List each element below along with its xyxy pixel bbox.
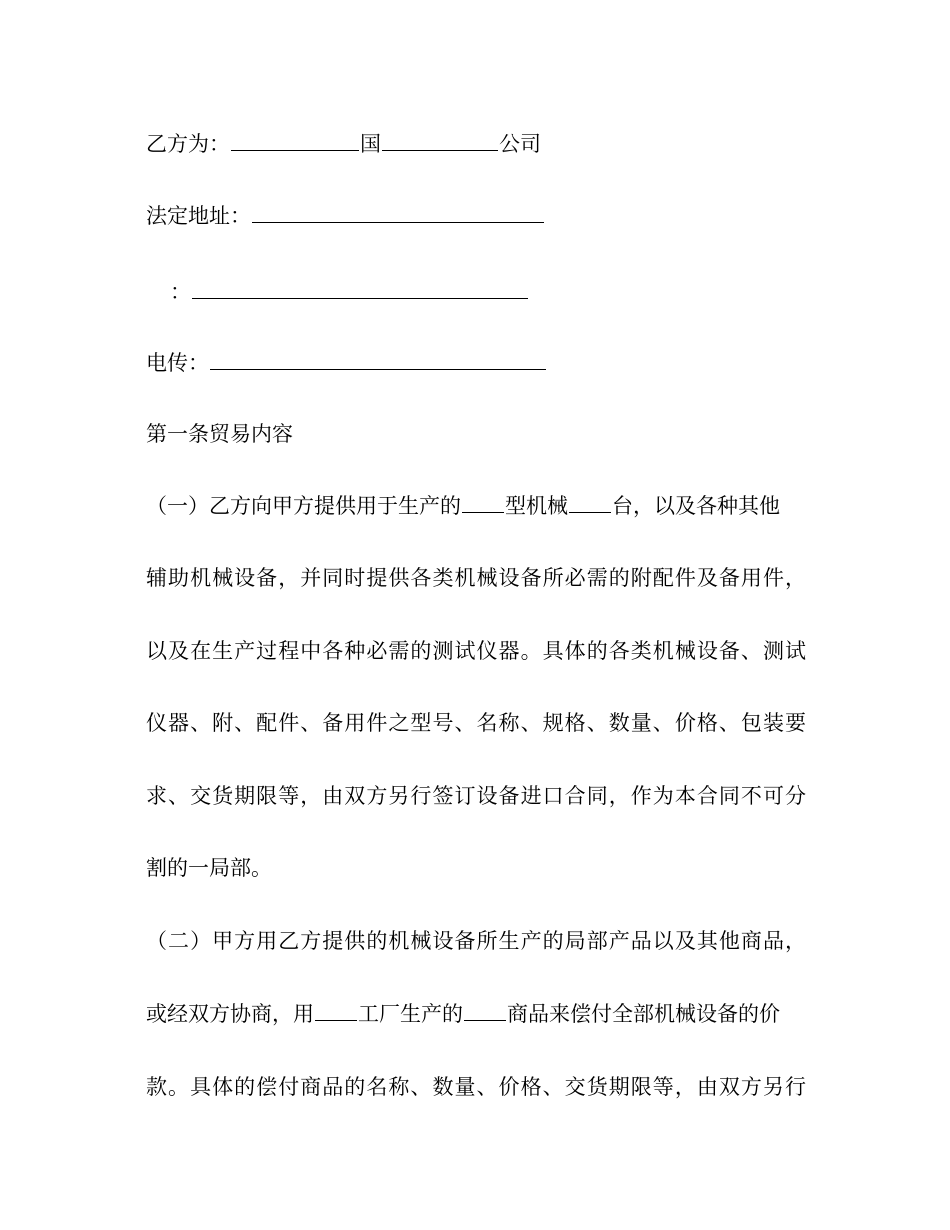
- phone-blank[interactable]: [192, 278, 528, 299]
- fax-label: 电传：: [146, 351, 209, 375]
- item1-seg2: 型机械: [505, 494, 568, 518]
- country-suffix: 国: [360, 132, 381, 156]
- legal-address-blank[interactable]: [252, 202, 544, 223]
- item1-line2: 辅助机械设备，并同时提供各类机械设备所必需的附配件及备用件，: [146, 566, 806, 590]
- item1-line6: 割的一局部。: [146, 856, 272, 880]
- fax-line: [146, 348, 806, 378]
- fax-blank[interactable]: [210, 349, 546, 370]
- item2-line3: 款。具体的偿付商品的名称、数量、价格、交货期限等，由双方另行: [146, 1075, 806, 1099]
- party-b-line: [146, 129, 806, 159]
- country-blank[interactable]: [231, 130, 359, 151]
- item1-line1: [146, 491, 806, 521]
- item2-line1: （二）甲方用乙方提供的机械设备所生产的局部产品以及其他商品，: [146, 929, 806, 953]
- legal-address-line: [146, 201, 806, 231]
- item1-line5: 求、交货期限等，由双方另行签订设备进口合同，作为本合同不可分: [146, 784, 806, 808]
- party-b-label: 乙方为：: [146, 132, 230, 156]
- legal-address-label: 法定地址：: [146, 204, 251, 228]
- item1-seg3: 台，以及各种其他: [612, 494, 780, 518]
- item2-line2: [146, 999, 806, 1029]
- item1-line4: 仪器、附、配件、备用件之型号、名称、规格、数量、价格、包装要: [146, 711, 806, 735]
- company-blank[interactable]: [382, 130, 498, 151]
- model-blank[interactable]: [462, 492, 504, 513]
- phone-label: ：: [170, 280, 191, 304]
- item2-seg2: 工厂生产的: [358, 1002, 463, 1026]
- factory-blank[interactable]: [315, 1000, 357, 1021]
- quantity-blank[interactable]: [569, 492, 611, 513]
- goods-blank[interactable]: [464, 1000, 506, 1021]
- company-suffix: 公司: [499, 132, 541, 156]
- item2-seg1: 或经双方协商，用: [146, 1002, 314, 1026]
- phone-line: [170, 277, 830, 307]
- item1-seg1: （一）乙方向甲方提供用于生产的: [146, 494, 461, 518]
- article1-title: 第一条贸易内容: [146, 422, 293, 446]
- item2-seg3: 商品来偿付全部机械设备的价: [507, 1002, 780, 1026]
- item1-line3: 以及在生产过程中各种必需的测试仪器。具体的各类机械设备、测试: [146, 639, 806, 663]
